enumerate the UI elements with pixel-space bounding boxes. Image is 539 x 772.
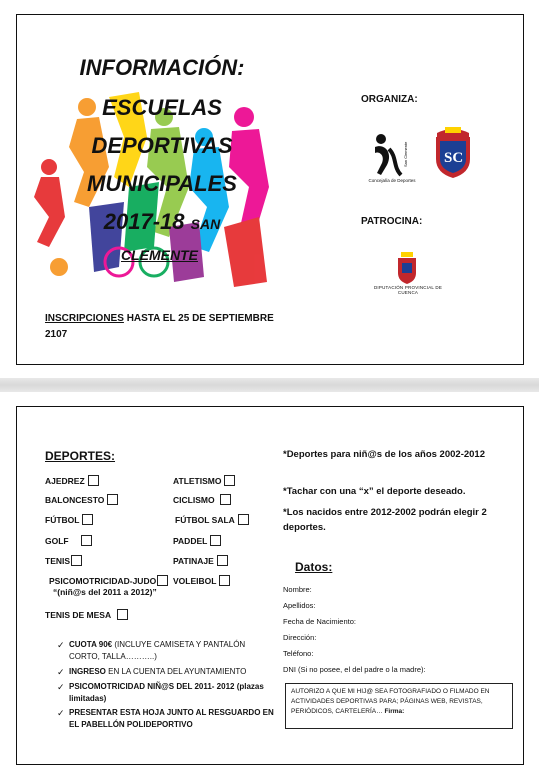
town-shield-logo (431, 125, 475, 179)
sport-checkbox[interactable] (81, 535, 92, 546)
title-line (57, 209, 267, 235)
age-range-note: *Deportes para niñ@s de los años 2002-2012 (283, 449, 485, 460)
registration-deadline (45, 311, 275, 343)
requirement-item (57, 707, 277, 731)
provincial-council-logo (395, 251, 419, 285)
signature-label: Firma: (384, 708, 405, 715)
sport-checkbox[interactable] (210, 535, 221, 546)
payment-label: INGRESO (69, 667, 106, 676)
sport-label: CICLISMO (173, 494, 215, 505)
sport-label: GOLF (45, 535, 69, 546)
payment-details: EN LA CUENTA DEL AYUNTAMIENTO (108, 667, 247, 676)
registration-text: HASTA EL 25 DE SEPTIEMBRE (126, 313, 274, 324)
sport-checkbox[interactable] (219, 575, 230, 586)
sport-label: AJEDREZ (45, 475, 85, 486)
athlete-head (41, 159, 57, 175)
sport-checkbox[interactable] (220, 494, 231, 505)
sport-label: FÚTBOL SALA (175, 514, 235, 525)
sport-label: ATLETISMO (173, 475, 222, 486)
sport-option-psicomotricidad-judo (49, 575, 168, 586)
sport-option-tenis-de-mesa (45, 609, 128, 620)
mark-instruction-note: *Tachar con una “x” el deporte deseado. (283, 486, 466, 497)
check-icon: ✓ (57, 667, 65, 677)
sport-checkbox[interactable] (224, 475, 235, 486)
title-line: INFORMACIÓN: (79, 55, 245, 80)
page-separator (0, 378, 539, 392)
ball (50, 258, 68, 276)
field-nombre[interactable]: Nombre: (283, 585, 312, 594)
sport-checkbox[interactable] (88, 475, 99, 486)
title-line: MUNICIPALES (87, 171, 237, 196)
sport-option-patinaje (173, 555, 228, 566)
sport-label: FÚTBOL (45, 514, 80, 525)
title-line: ESCUELAS (102, 95, 222, 120)
sport-option-baloncesto (45, 494, 118, 505)
sport-label: TENIS (45, 555, 71, 566)
registration-form (16, 406, 524, 765)
sports-council-label: Concejalía de Deportes (368, 178, 416, 183)
check-icon: ✓ (57, 682, 65, 692)
sponsor-heading: PATROCINA: (361, 216, 423, 227)
registration-label: INSCRIPCIONES (45, 313, 124, 324)
field-direccion[interactable]: Dirección: (283, 633, 317, 642)
provincial-council-label: DIPUTACIÓN PROVINCIAL DE CUENCA (373, 285, 443, 295)
sport-label: VOLEIBOL (173, 575, 217, 586)
data-heading: Datos: (295, 560, 333, 574)
sports-council-logo (367, 131, 415, 177)
sport-option-futbol (45, 514, 93, 525)
field-fecha-nacimiento[interactable]: Fecha de Nacimiento: (283, 617, 356, 626)
sport-option-voleibol (173, 575, 230, 586)
sport-checkbox[interactable] (71, 555, 82, 566)
sports-heading: DEPORTES: (45, 449, 116, 463)
svg-text:San Clemente: San Clemente (403, 141, 408, 167)
title-town-part: SAN (190, 216, 221, 232)
sport-option-tenis (45, 555, 82, 566)
sport-option-futbol-sala (175, 514, 249, 525)
sport-label: PSICOMOTRICIDAD-JUDO (49, 575, 157, 586)
title-line: DEPORTIVAS (91, 133, 233, 158)
fee-details: (INCLUYE CAMISETA Y PANTALÓN CORTO, TALLA………..) (69, 640, 246, 661)
sport-checkbox[interactable] (82, 514, 93, 525)
two-sports-note: *Los nacidos entre 2012-2002 podrán elegir 2 deportes. (283, 507, 487, 533)
sport-label: BALONCESTO (45, 494, 105, 505)
requirement-item (57, 666, 277, 678)
sport-option-paddel (173, 535, 221, 546)
info-sheet (16, 14, 524, 365)
sport-checkbox[interactable] (157, 575, 168, 586)
psicomotricidad-requirement: PSICOMOTRICIDAD NIÑ@S DEL 2011- 2012 (plazas limitadas) (69, 682, 264, 703)
title-year: 2017-18 (103, 209, 185, 234)
organizer-heading: ORGANIZA: (361, 94, 418, 105)
sport-option-ciclismo (173, 494, 231, 505)
sport-label: PADDEL (173, 535, 208, 546)
sport-checkbox[interactable] (238, 514, 249, 525)
check-icon: ✓ (57, 640, 65, 650)
field-dni[interactable]: DNI (Si no posee, el del padre o la madre): (283, 665, 426, 674)
sport-option-ajedrez (45, 475, 99, 486)
sport-checkbox[interactable] (117, 609, 128, 620)
registration-year: 2107 (45, 329, 68, 340)
submission-requirement: PRESENTAR ESTA HOJA JUNTO AL RESGUARDO EN EL PABELLÓN POLIDEPORTIVO (69, 708, 274, 729)
consent-text: AUTORIZO A QUE MI HIJ@ SEA FOTOGRAFIADO O FILMADO EN ACTIVIDADES DEPORTIVAS PARA; PÁGINAS WEB, REVISTAS, PERIÓDICOS, CARTELERÍA… (291, 688, 490, 715)
requirement-item (57, 681, 277, 705)
photo-consent-box[interactable] (285, 683, 513, 729)
title-town: CLEMENTE (121, 247, 198, 263)
sport-checkbox[interactable] (107, 494, 118, 505)
requirement-item (57, 639, 277, 663)
field-telefono[interactable]: Teléfono: (283, 649, 314, 658)
sport-option-golf (45, 535, 92, 546)
shield-letters: SC (444, 150, 464, 166)
fee-label: CUOTA 90€ (69, 640, 113, 649)
check-icon: ✓ (57, 708, 65, 718)
field-apellidos[interactable]: Apellidos: (283, 601, 316, 610)
sport-label: PATINAJE (173, 555, 214, 566)
psicomotricidad-age-note: “(niñ@s del 2011 a 2012)” (53, 587, 157, 597)
sport-checkbox[interactable] (217, 555, 228, 566)
sport-option-atletismo (173, 475, 235, 486)
sport-label: TENIS DE MESA (45, 609, 112, 620)
